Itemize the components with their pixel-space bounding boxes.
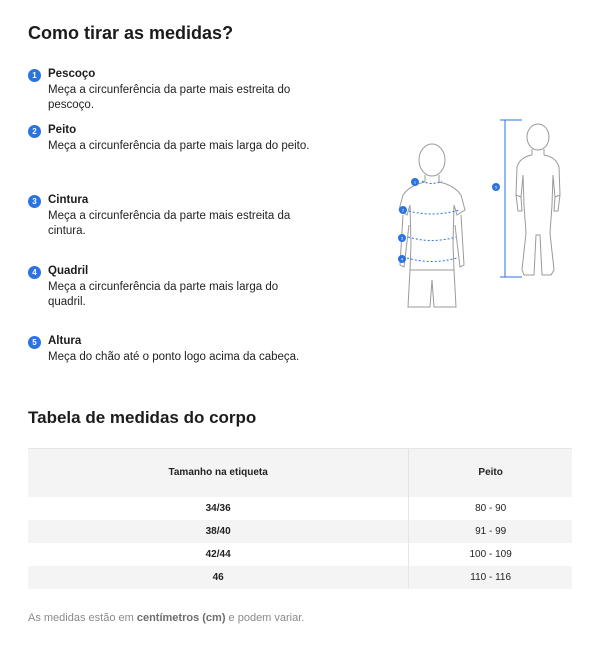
chest-cell: 91 - 99 — [409, 520, 572, 543]
front-figure-head — [419, 144, 445, 176]
note-suffix: e podem variar. — [225, 612, 305, 624]
step-number-badge: 5 — [28, 336, 41, 349]
step-number-badge: 3 — [28, 195, 41, 208]
chest-cell: 80 - 90 — [409, 497, 572, 520]
body-measurement-illustration — [388, 115, 578, 315]
page-title: Como tirar as medidas? — [28, 23, 234, 43]
note-prefix: As medidas estão em — [28, 612, 137, 624]
size-table — [28, 448, 572, 589]
step-name: Cintura — [48, 194, 89, 206]
step-description: Meça a circunferência da parte mais estreita da cintura. — [48, 210, 291, 237]
table-row — [28, 566, 572, 589]
measurement-note — [28, 612, 304, 624]
step-name: Pescoço — [48, 68, 96, 80]
neck-marker-label: 1 — [413, 179, 417, 185]
size-table-title: Tabela de medidas do corpo — [28, 408, 257, 427]
side-figure-body — [516, 155, 560, 275]
step-number-badge: 1 — [28, 69, 41, 82]
chest-marker-label: 2 — [401, 207, 405, 213]
height-marker-label: 5 — [494, 184, 498, 190]
step-description: Meça a circunferência da parte mais larga do peito. — [48, 140, 310, 152]
step-description: Meça a circunferência da parte mais estreita do pescoço. — [48, 84, 291, 111]
step-description: Meça do chão até o ponto logo acima da cabeça. — [48, 351, 300, 363]
chest-cell: 110 - 116 — [409, 566, 572, 589]
step-description: Meça a circunferência da parte mais larga do quadril. — [48, 281, 279, 308]
step-name: Peito — [48, 124, 77, 136]
table-row — [28, 497, 572, 520]
size-cell: 42/44 — [205, 548, 231, 560]
table-row — [28, 543, 572, 566]
hip-marker-label: 4 — [400, 256, 404, 262]
step-number-badge: 2 — [28, 125, 41, 138]
table-row — [28, 520, 572, 543]
front-figure-legs — [408, 270, 456, 307]
column-header-size: Tamanho na etiqueta — [28, 449, 409, 497]
step-number-badge: 4 — [28, 266, 41, 279]
note-unit: centímetros (cm) — [136, 612, 226, 624]
waist-marker-label: 3 — [400, 235, 404, 241]
size-cell: 38/40 — [28, 520, 409, 543]
step-name: Altura — [48, 335, 82, 347]
table-header-row — [28, 449, 572, 497]
chest-cell: 100 - 109 — [409, 543, 572, 566]
side-figure-head — [527, 124, 549, 150]
chest-measure-line — [405, 210, 459, 214]
hip-measure-line — [407, 258, 457, 262]
waist-measure-line — [408, 237, 456, 241]
column-header-chest: Peito — [409, 449, 572, 497]
size-cell: 46 — [28, 566, 409, 589]
size-cell: 34/36 — [205, 502, 231, 514]
step-name: Quadril — [48, 265, 89, 277]
